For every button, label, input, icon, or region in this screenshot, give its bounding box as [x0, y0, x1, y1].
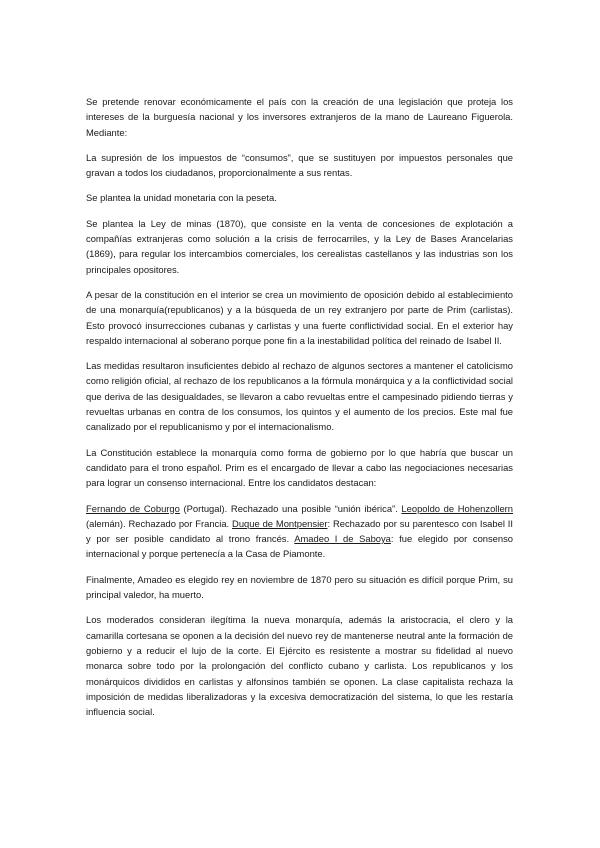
candidate-text-saboya: : fue elegido por consenso internacional y porque pertenecía a la Casa de Piamonte.	[86, 533, 514, 560]
paragraph-ley-minas: Se plantea la Ley de minas (1870), que consiste en la venta de concesiones de explotación a compañías extranjeras como solución a la crisis de ferrocarriles, y la Ley de Bases Arancelarias (1869), para regular los intercambios comerciales, los cerealistas castellanos y las industrias son los principales opositores.	[86, 217, 513, 275]
paragraph-constitucion: La Constitución establece la monarquía como forma de gobierno por lo que habría que buscar un candidato para el trono español. Prim es el encargado de llevar a cabo las negociaciones necesarias para lograr un consenso internacional. Entre los candidatos destacan:	[86, 446, 513, 489]
paragraph-peseta: Se plantea la unidad monetaria con la peseta.	[86, 192, 277, 204]
candidate-name-montpensier: Duque de Montpensier	[232, 517, 328, 529]
paragraph-consumos: La supresión de los impuestos de “consumos”, que se sustituyen por impuestos personales que gravan a todos los ciudadanos, proporcionalmente a sus rentas.	[86, 151, 513, 179]
paragraph-oposicion-amadeo: Los moderados consideran ilegítima la nueva monarquía, además la aristocracia, el clero y la camarilla cortesana se oponen a la decisión del nuevo rey de mantenerse neutral ante la formación de gobierno y a reducir el lujo de la corte. El Ejército es resistente a mostrar su fidelidad al nuevo monarca sobre todo por la prolongación del conflicto cubano y carlista. Los republicanos y los monárquicos divididos en carlistas y alfonsinos también se oponen. La clase capitalista rechaza la imposición de medidas liberalizadoras y la excesiva democratización del sistema, lo que les restaría influencia social.	[86, 614, 513, 718]
paragraph-amadeo-elegido: Finalmente, Amadeo es elegido rey en noviembre de 1870 pero su situación es difícil porque Prim, su principal valedor, ha muerto.	[86, 573, 513, 601]
candidate-text-coburgo: (Portugal). Rechazado una posible “unión ibérica”.	[179, 502, 402, 514]
paragraph-candidatos	[86, 501, 513, 562]
candidate-text-montpensier: : Rechazado por su parentesco con Isabel II y por ser posible candidato al trono francés.	[86, 517, 514, 545]
document-body	[86, 94, 513, 729]
candidate-text-hohenzollern: (alemán). Rechazado por Francia.	[86, 517, 233, 529]
paragraph-medidas-insuficientes: Las medidas resultaron insuficientes debido al rechazo de algunos sectores a mantener el catolicismo como religión oficial, al rechazo de los republicanos a la fórmula monárquica y a la conflictividad social que deriva de las desigualdades, se llevaron a cabo revueltas entre el campesinado pidiendo tierras y revueltas urbanas en contra de los consumos, los quintos y el aumento de los precios. Este mal fue canalizado por el republicanismo y por el internacionalismo.	[86, 360, 513, 433]
candidate-name-coburgo: Fernando de Coburgo	[86, 502, 180, 514]
paragraph-economic-reform: Se pretende renovar económicamente el país con la creación de una legislación que proteja los intereses de la burguesía nacional y los inversores extranjeros de la mano de Laureano Figuerola. Mediante:	[86, 96, 513, 138]
candidate-name-hohenzollern: Leopoldo de Hohenzollern	[401, 502, 513, 514]
paragraph-oposicion: A pesar de la constitución en el interior se crea un movimiento de oposición debido al establecimiento de una monarquía(republicanos) y a la búsqueda de un rey extranjero por parte de Prim (carlistas). Esto provocó insurrecciones cubanas y carlistas y una fuerte conflictividad social. En el exterior hay respaldo internacional al soberano porque pone fin a la inestabilidad política del reinado de Isabel II.	[86, 288, 513, 346]
candidate-name-saboya: Amadeo I de Saboya	[294, 533, 391, 545]
